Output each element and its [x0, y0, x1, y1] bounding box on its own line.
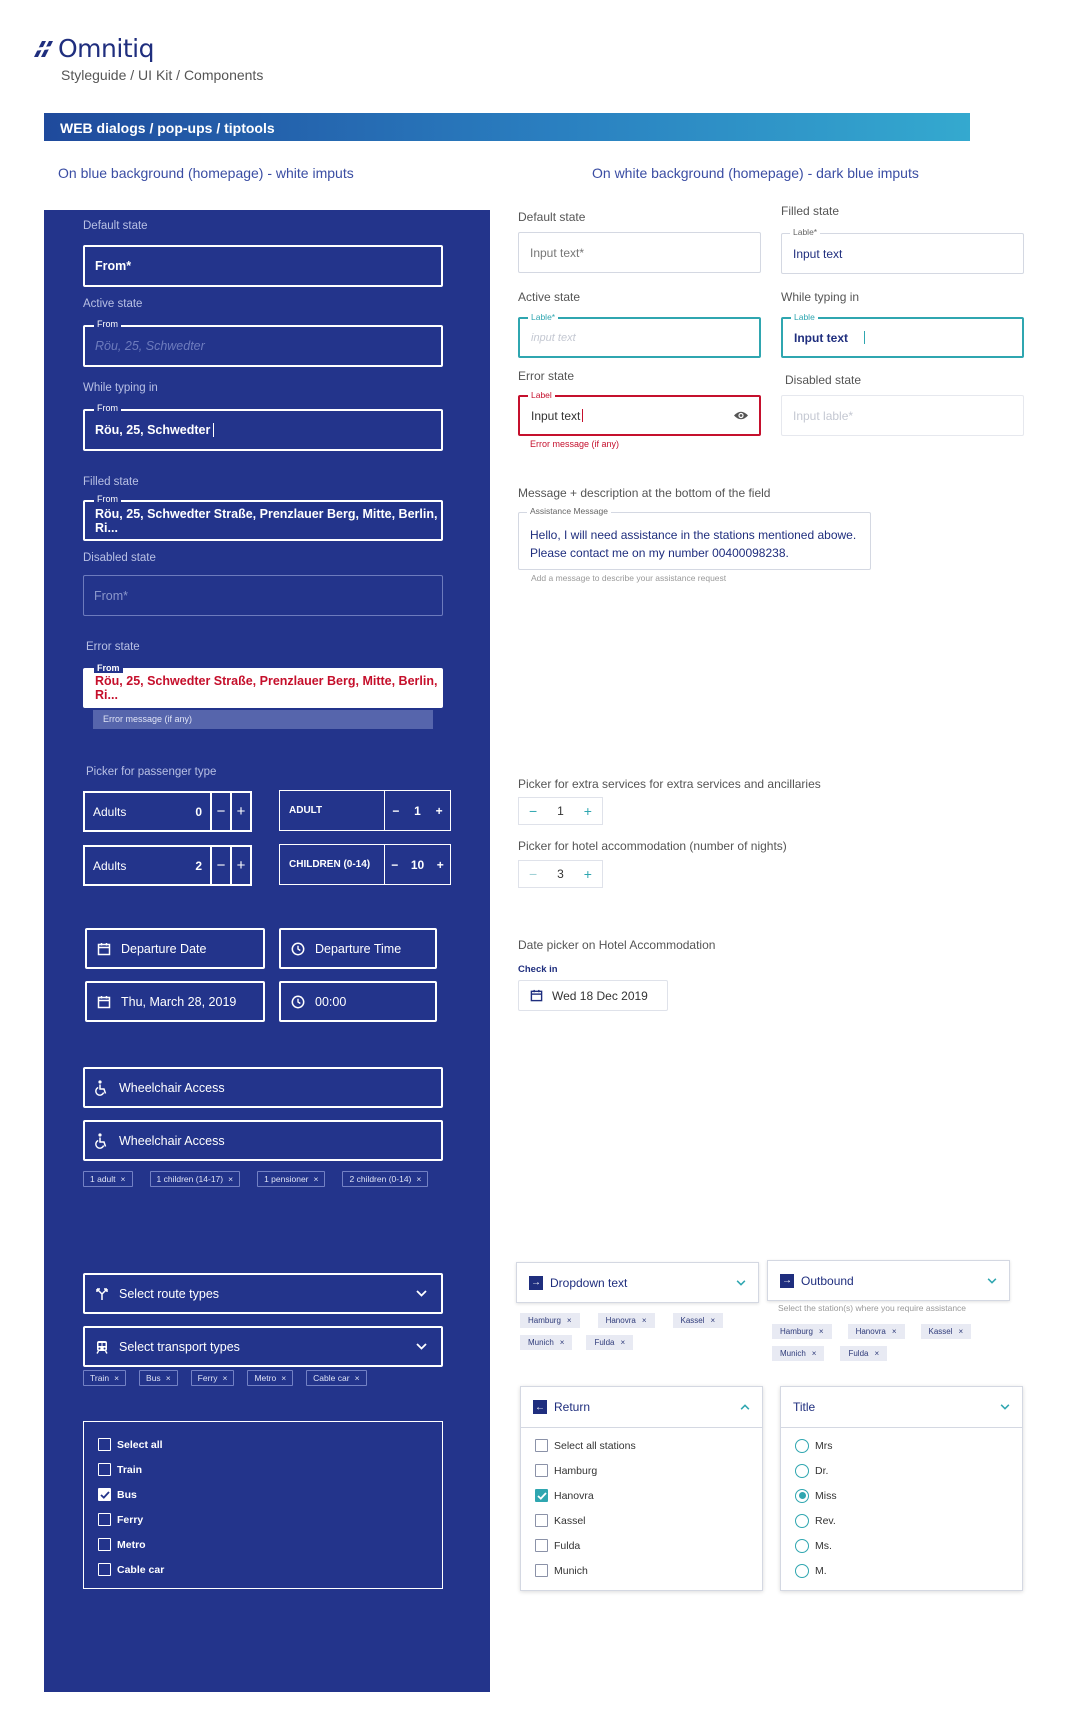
- transport-checklist: [83, 1421, 443, 1589]
- hotel-nights-stepper: [518, 860, 603, 888]
- radio-selected-icon: [795, 1489, 809, 1503]
- date-field[interactable]: [85, 981, 265, 1022]
- chip: [520, 1335, 572, 1350]
- chip: [191, 1370, 235, 1386]
- route-split-icon: [95, 1287, 109, 1301]
- option-label: Mrs: [815, 1439, 833, 1452]
- stepper-label: ADULT: [289, 805, 323, 816]
- close-icon[interactable]: ×: [228, 1174, 234, 1184]
- chip-label: Hanovra: [605, 1316, 636, 1325]
- text-caret: [213, 423, 214, 437]
- chip-label: Metro: [254, 1373, 277, 1383]
- checkbox-icon: [535, 1539, 548, 1552]
- clock-icon: [291, 995, 305, 1009]
- chip-label: Fulda: [848, 1349, 869, 1358]
- chip-label: Ferry: [197, 1373, 218, 1383]
- chip: [306, 1370, 366, 1386]
- checkbox-icon: [535, 1439, 548, 1452]
- close-icon[interactable]: ×: [874, 1349, 880, 1358]
- option-label: Ms.: [815, 1539, 832, 1552]
- children-stepper: [279, 844, 451, 885]
- input-value: Röu, 25, Schwedter: [95, 423, 211, 437]
- calendar-icon: [97, 995, 111, 1009]
- error-message: Error message (if any): [93, 710, 433, 729]
- input-value: Input text: [531, 408, 581, 423]
- input-filled[interactable]: [781, 227, 1024, 274]
- title-option[interactable]: [781, 1433, 1022, 1458]
- option-label: Munich: [554, 1564, 588, 1577]
- from-input-default[interactable]: [83, 245, 443, 287]
- assistance-message-textarea[interactable]: [518, 506, 871, 570]
- checkbox-icon: [535, 1464, 548, 1477]
- date-value: Thu, March 28, 2019: [121, 994, 237, 1009]
- checkbox-label: Select all: [117, 1438, 163, 1451]
- minus-button[interactable]: −: [210, 793, 230, 830]
- station-option[interactable]: [521, 1433, 762, 1458]
- wheelchair-icon: [95, 1080, 109, 1096]
- helper-text: Select the station(s) where you require assistance: [778, 1303, 967, 1313]
- stepper-value: 1: [414, 803, 421, 818]
- plus-button[interactable]: +: [435, 803, 443, 818]
- chip-label: Kassel: [928, 1327, 953, 1336]
- extra-services-stepper: [518, 797, 603, 825]
- arrow-right-box-icon: →: [531, 1277, 541, 1288]
- input-error[interactable]: [518, 390, 761, 436]
- checkbox-metro[interactable]: [98, 1532, 428, 1557]
- from-input-error[interactable]: [83, 663, 443, 708]
- close-icon[interactable]: ×: [416, 1174, 422, 1184]
- departure-time-label: Departure Time: [315, 941, 402, 956]
- default-state-caption: Default state: [518, 210, 586, 224]
- from-input-typing[interactable]: [83, 403, 443, 451]
- chip-label: Train: [90, 1373, 110, 1383]
- disabled-state-caption: Disabled state: [785, 373, 862, 387]
- minus-button[interactable]: −: [210, 847, 230, 884]
- from-input-active[interactable]: [83, 319, 443, 367]
- stepper-value: 2: [195, 858, 202, 873]
- title-option[interactable]: [781, 1458, 1022, 1483]
- route-types-select[interactable]: [83, 1273, 443, 1314]
- option-label: Select all stations: [554, 1439, 636, 1452]
- close-icon[interactable]: ×: [891, 1327, 897, 1336]
- radio-icon: [795, 1439, 809, 1453]
- left-column-title: On blue background (homepage) - white imputs: [58, 165, 354, 181]
- input-legend: Lable*: [528, 312, 558, 322]
- transport-types-label: Select transport types: [119, 1339, 240, 1354]
- option-label: Hamburg: [554, 1464, 598, 1477]
- input-legend: Label: [528, 390, 555, 400]
- error-message: Error message (if any): [530, 439, 620, 449]
- close-icon[interactable]: ×: [811, 1349, 817, 1358]
- stepper-label: Adults: [93, 858, 127, 873]
- station-option[interactable]: [521, 1533, 762, 1558]
- title-dropdown-header[interactable]: [781, 1387, 1022, 1428]
- input-value: From*: [94, 588, 129, 603]
- checkbox-checked-icon: [535, 1489, 548, 1502]
- chip: [772, 1346, 824, 1361]
- arrow-left-box-icon: ←: [535, 1401, 545, 1413]
- checkbox-checked-icon: [98, 1488, 111, 1501]
- from-input-filled[interactable]: [83, 494, 443, 541]
- checkbox-train[interactable]: [98, 1457, 428, 1482]
- checkbox-label: Train: [117, 1463, 143, 1476]
- input-value: Röu, 25, Schwedter Straße, Prenzlauer Berg, Mitte, Berlin, Ri...: [95, 674, 438, 702]
- stepper-label: CHILDREN (0-14): [289, 859, 371, 870]
- helper-text: Add a message to describe your assistance request: [531, 573, 727, 583]
- chip: [840, 1346, 887, 1361]
- checkbox-icon: [535, 1564, 548, 1577]
- eye-icon[interactable]: [733, 410, 749, 421]
- stepper-value: 3: [557, 867, 564, 881]
- message-field-caption: Message + description at the bottom of the field: [518, 486, 771, 500]
- checkbox-bus[interactable]: [98, 1482, 428, 1507]
- checkbox-icon: [98, 1513, 111, 1526]
- minus-button[interactable]: −: [392, 803, 400, 818]
- typing-state-caption: While typing in: [781, 290, 860, 304]
- calendar-icon: [530, 989, 543, 1002]
- date-value: Wed 18 Dec 2019: [552, 988, 648, 1003]
- checkbox-icon: [535, 1514, 548, 1527]
- passenger-stepper: [83, 845, 252, 886]
- chip-label: Munich: [780, 1349, 806, 1358]
- chevron-down-icon: [416, 1343, 427, 1350]
- wheelchair-label: Wheelchair Access: [119, 1133, 225, 1148]
- departure-time-button[interactable]: [279, 928, 437, 969]
- chip: [83, 1171, 133, 1187]
- checkbox-label: Bus: [117, 1488, 137, 1501]
- input-value: From*: [95, 259, 132, 273]
- chip-label: Munich: [528, 1338, 554, 1347]
- input-legend: From: [94, 319, 121, 329]
- train-icon: [95, 1340, 109, 1354]
- chevron-down-icon: [736, 1280, 746, 1286]
- wheelchair-access-option[interactable]: [83, 1120, 443, 1161]
- chip: [342, 1171, 428, 1187]
- stepper-value: 1: [557, 804, 564, 818]
- station-option[interactable]: [521, 1558, 762, 1583]
- checkmark-icon: [537, 1492, 547, 1500]
- extra-services-caption: Picker for extra services for extra services and ancillaries: [518, 777, 821, 791]
- input-legend: From: [94, 663, 123, 673]
- input-value: Input text: [794, 330, 848, 345]
- stepper-value: 10: [410, 857, 425, 872]
- title-option[interactable]: [781, 1533, 1022, 1558]
- option-label: Miss: [815, 1489, 837, 1502]
- close-icon[interactable]: ×: [281, 1373, 287, 1383]
- radio-icon: [795, 1539, 809, 1553]
- input-placeholder: Röu, 25, Schwedter: [95, 339, 205, 353]
- return-dropdown-open: [520, 1386, 763, 1591]
- chevron-down-icon: [1000, 1404, 1010, 1410]
- chip: [150, 1171, 241, 1187]
- close-icon[interactable]: ×: [114, 1373, 120, 1383]
- disabled-state-caption: Disabled state: [83, 552, 156, 564]
- input-placeholder: Input text*: [530, 245, 585, 260]
- chip: [83, 1370, 126, 1386]
- input-legend: From: [94, 494, 121, 504]
- input-placeholder: input text: [531, 331, 576, 344]
- departure-date-button[interactable]: [85, 928, 265, 969]
- textarea-value: Hello, I will need assistance in the stations mentioned abowe. Please contact me on my number 00400098238.: [530, 528, 857, 560]
- chip: [598, 1313, 655, 1328]
- chip-label: Fulda: [594, 1338, 615, 1347]
- input-legend: Lable: [791, 312, 818, 322]
- chip: [772, 1324, 832, 1339]
- arrow-right-box-icon: →: [782, 1275, 792, 1286]
- chip-label: 1 adult: [90, 1174, 116, 1184]
- dropdown-chips: [520, 1313, 750, 1350]
- input-value: Röu, 25, Schwedter Straße, Prenzlauer Berg, Mitte, Berlin, Ri...: [95, 506, 438, 535]
- input-value: Input text: [793, 246, 843, 261]
- plus-button[interactable]: +: [230, 847, 250, 884]
- calendar-icon: [97, 942, 111, 956]
- dropdown-label: Dropdown text: [550, 1275, 628, 1290]
- title-option[interactable]: [781, 1558, 1022, 1583]
- checkbox-icon: [98, 1538, 111, 1551]
- brand-logo: [32, 34, 154, 63]
- input-legend: Lable*: [790, 227, 820, 237]
- checkbox-label: Cable car: [117, 1563, 165, 1576]
- option-label: Fulda: [554, 1539, 581, 1552]
- chip: [257, 1171, 325, 1187]
- departure-date-label: Departure Date: [121, 941, 207, 956]
- chip-label: 1 pensioner: [264, 1174, 309, 1184]
- close-icon[interactable]: ×: [620, 1338, 626, 1347]
- input-typing[interactable]: [781, 312, 1024, 358]
- text-caret: [864, 331, 865, 344]
- wheelchair-icon: [95, 1133, 109, 1149]
- chip-label: Bus: [146, 1373, 161, 1383]
- text-caret: [582, 409, 583, 422]
- dropdown-label: Return: [554, 1400, 591, 1414]
- close-icon[interactable]: ×: [566, 1316, 572, 1325]
- checkmark-icon: [100, 1491, 110, 1499]
- checkbox-icon: [98, 1463, 111, 1476]
- option-label: Kassel: [554, 1514, 586, 1527]
- input-disabled: [781, 395, 1024, 436]
- chip-label: 1 children (14-17): [156, 1174, 224, 1184]
- chip: [247, 1370, 293, 1386]
- adult-stepper: [279, 790, 451, 831]
- close-icon[interactable]: ×: [313, 1174, 319, 1184]
- route-types-label: Select route types: [119, 1286, 220, 1301]
- stepper-label: Adults: [93, 804, 127, 819]
- transport-chips: [83, 1370, 367, 1386]
- checkbox-select-all[interactable]: [98, 1432, 428, 1457]
- input-legend: Assistance Message: [527, 506, 611, 516]
- chip: [586, 1335, 633, 1350]
- close-icon[interactable]: ×: [559, 1338, 565, 1347]
- return-dropdown-header[interactable]: [521, 1387, 762, 1428]
- chip: [139, 1370, 178, 1386]
- brand-name: Omnitiq: [58, 34, 154, 63]
- checkbox-label: Ferry: [117, 1513, 144, 1526]
- checkbox-ferry[interactable]: [98, 1507, 428, 1532]
- close-icon[interactable]: ×: [120, 1174, 126, 1184]
- chip: [848, 1324, 905, 1339]
- transport-types-select[interactable]: [83, 1326, 443, 1367]
- input-default[interactable]: [518, 232, 761, 273]
- input-legend: From: [94, 403, 121, 413]
- station-option[interactable]: [521, 1483, 762, 1508]
- close-icon[interactable]: ×: [958, 1327, 964, 1336]
- outbound-select[interactable]: [767, 1260, 1010, 1301]
- wheelchair-label: Wheelchair Access: [119, 1080, 225, 1095]
- title-option[interactable]: [781, 1483, 1022, 1508]
- plus-button[interactable]: +: [583, 803, 592, 819]
- passenger-stepper: [83, 791, 252, 832]
- time-field[interactable]: [279, 981, 437, 1022]
- minus-button[interactable]: −: [391, 857, 399, 872]
- station-option[interactable]: [521, 1508, 762, 1533]
- input-placeholder: Input lable*: [793, 408, 854, 423]
- dropdown-select[interactable]: [516, 1262, 759, 1303]
- dropdown-label: Title: [793, 1400, 816, 1414]
- filled-state-caption: Filled state: [83, 476, 139, 488]
- check-in-date-field[interactable]: [518, 980, 668, 1011]
- error-state-caption: Error state: [518, 369, 575, 383]
- active-state-caption: Active state: [518, 290, 581, 304]
- option-label: Rev.: [815, 1514, 836, 1527]
- check-in-label: Check in: [518, 964, 558, 975]
- section-banner: WEB dialogs / pop-ups / tiptools: [44, 113, 970, 141]
- chevron-down-icon: [416, 1290, 427, 1297]
- radio-icon: [795, 1464, 809, 1478]
- station-option[interactable]: [521, 1458, 762, 1483]
- checkbox-icon: [98, 1438, 111, 1451]
- close-icon[interactable]: ×: [354, 1373, 360, 1383]
- default-state-caption: Default state: [83, 220, 148, 232]
- option-label: M.: [815, 1564, 827, 1577]
- dropdown-label: Outbound: [801, 1273, 854, 1288]
- from-input-disabled: [83, 575, 443, 616]
- minus-button[interactable]: −: [528, 866, 538, 882]
- close-icon[interactable]: ×: [818, 1327, 824, 1336]
- chevron-down-icon: [987, 1278, 997, 1284]
- checkbox-cable-car[interactable]: [98, 1557, 428, 1582]
- chip-label: Hamburg: [528, 1316, 561, 1325]
- title-option[interactable]: [781, 1508, 1022, 1533]
- chip-label: Cable car: [313, 1373, 350, 1383]
- hotel-nights-caption: Picker for hotel accommodation (number of nights): [518, 839, 787, 853]
- radio-icon: [795, 1514, 809, 1528]
- option-label: Dr.: [815, 1464, 829, 1477]
- passenger-picker-caption: Picker for passenger type: [86, 766, 217, 778]
- close-icon[interactable]: ×: [710, 1316, 716, 1325]
- checkbox-label: Metro: [117, 1538, 146, 1551]
- omnitiq-logo-icon: [32, 39, 54, 59]
- stepper-value: 0: [195, 804, 202, 819]
- close-icon[interactable]: ×: [222, 1373, 228, 1383]
- close-icon[interactable]: ×: [165, 1373, 171, 1383]
- chip-label: Hanovra: [855, 1327, 886, 1336]
- active-state-caption: Active state: [83, 298, 143, 310]
- chip: [921, 1324, 972, 1339]
- outbound-chips: [772, 1324, 1002, 1361]
- plus-button[interactable]: +: [230, 793, 250, 830]
- chip-label: 2 children (0-14): [349, 1174, 412, 1184]
- passenger-chips: [83, 1171, 428, 1187]
- plus-button[interactable]: +: [436, 857, 444, 872]
- close-icon[interactable]: ×: [641, 1316, 647, 1325]
- typing-state-caption: While typing in: [83, 382, 158, 394]
- radio-icon: [795, 1564, 809, 1578]
- checkbox-icon: [98, 1563, 111, 1576]
- chip-label: Hamburg: [780, 1327, 813, 1336]
- error-state-caption: Error state: [86, 641, 140, 653]
- plus-button[interactable]: +: [583, 866, 592, 882]
- chip: [673, 1313, 724, 1328]
- datepicker-caption: Date picker on Hotel Accommodation: [518, 938, 716, 952]
- option-label: Hanovra: [554, 1489, 594, 1502]
- time-value: 00:00: [315, 994, 347, 1009]
- filled-state-caption: Filled state: [781, 204, 840, 218]
- right-column-title: On white background (homepage) - dark blue imputs: [592, 165, 919, 181]
- title-dropdown-open: [780, 1386, 1023, 1591]
- breadcrumb: Styleguide / UI Kit / Components: [61, 67, 264, 83]
- chevron-up-icon: [740, 1404, 750, 1410]
- wheelchair-access-option[interactable]: [83, 1067, 443, 1108]
- chip-label: Kassel: [680, 1316, 705, 1325]
- chip: [520, 1313, 580, 1328]
- clock-icon: [291, 942, 305, 956]
- minus-button[interactable]: −: [528, 803, 538, 819]
- input-active[interactable]: [518, 312, 761, 358]
